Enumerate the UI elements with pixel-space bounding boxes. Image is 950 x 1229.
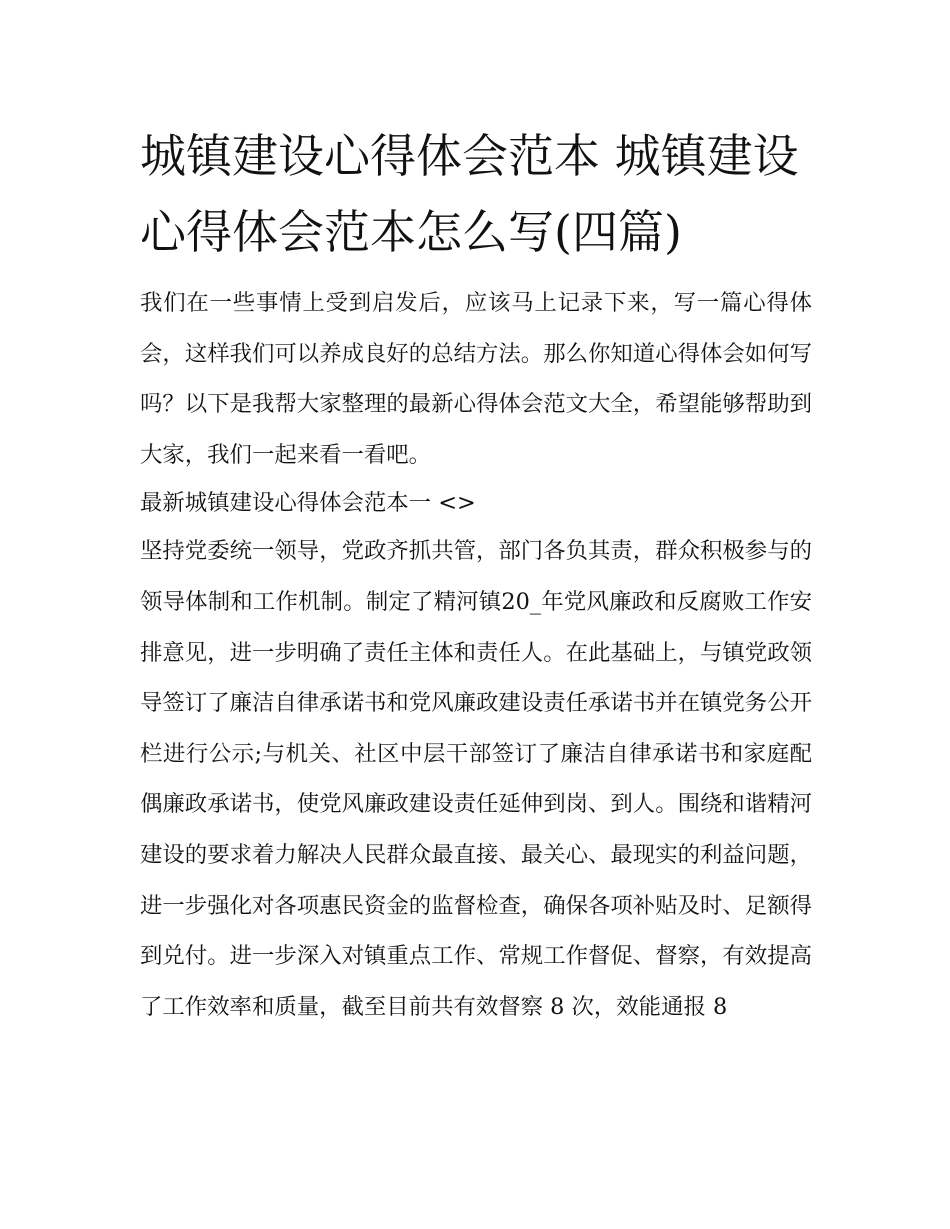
document-page xyxy=(140,0,812,1032)
section-heading: 最新城镇建设心得体会范本一 <> xyxy=(140,490,476,517)
body-paragraph: 坚持党委统一领导，党政齐抓共管，部门各负其责，群众积极参与的领导体制和工作机制。制定了精河镇20_年党风廉政和反腐败工作安排意见，进一步明确了责任主体和责任人。在此基础上，与镇党政领导签订了廉洁自律承诺书和党风廉政建设责任承诺书并在镇党务公开栏进行公示;与机关、社区中层干部签订了廉洁自律承诺书和家庭配偶廉政承诺书，使党风廉政建设责任延伸到岗、到人。围绕和谐精河建设的要求着力解决人民群众最直接、最关心、最现实的利益问题，进一步强化对各项惠民资金的监督检查，确保各项补贴及时、足额得到兑付。进一步深入对镇重点工作、常规工作督促、督察，有效提高了工作效率和质量，截至目前共有效督察 8 次，效能通报 8 xyxy=(140,538,812,1020)
document-title: 城镇建设心得体会范本 城镇建设心得体会范本怎么写(四篇) xyxy=(140,129,799,259)
intro-paragraph: 我们在一些事情上受到启发后，应该马上记录下来，写一篇心得体会，这样我们可以养成良好的总结方法。那么你知道心得体会如何写吗？以下是我帮大家整理的最新心得体会范文大全，希望能够帮助到大家，我们一起来看一看吧。 xyxy=(140,290,812,468)
